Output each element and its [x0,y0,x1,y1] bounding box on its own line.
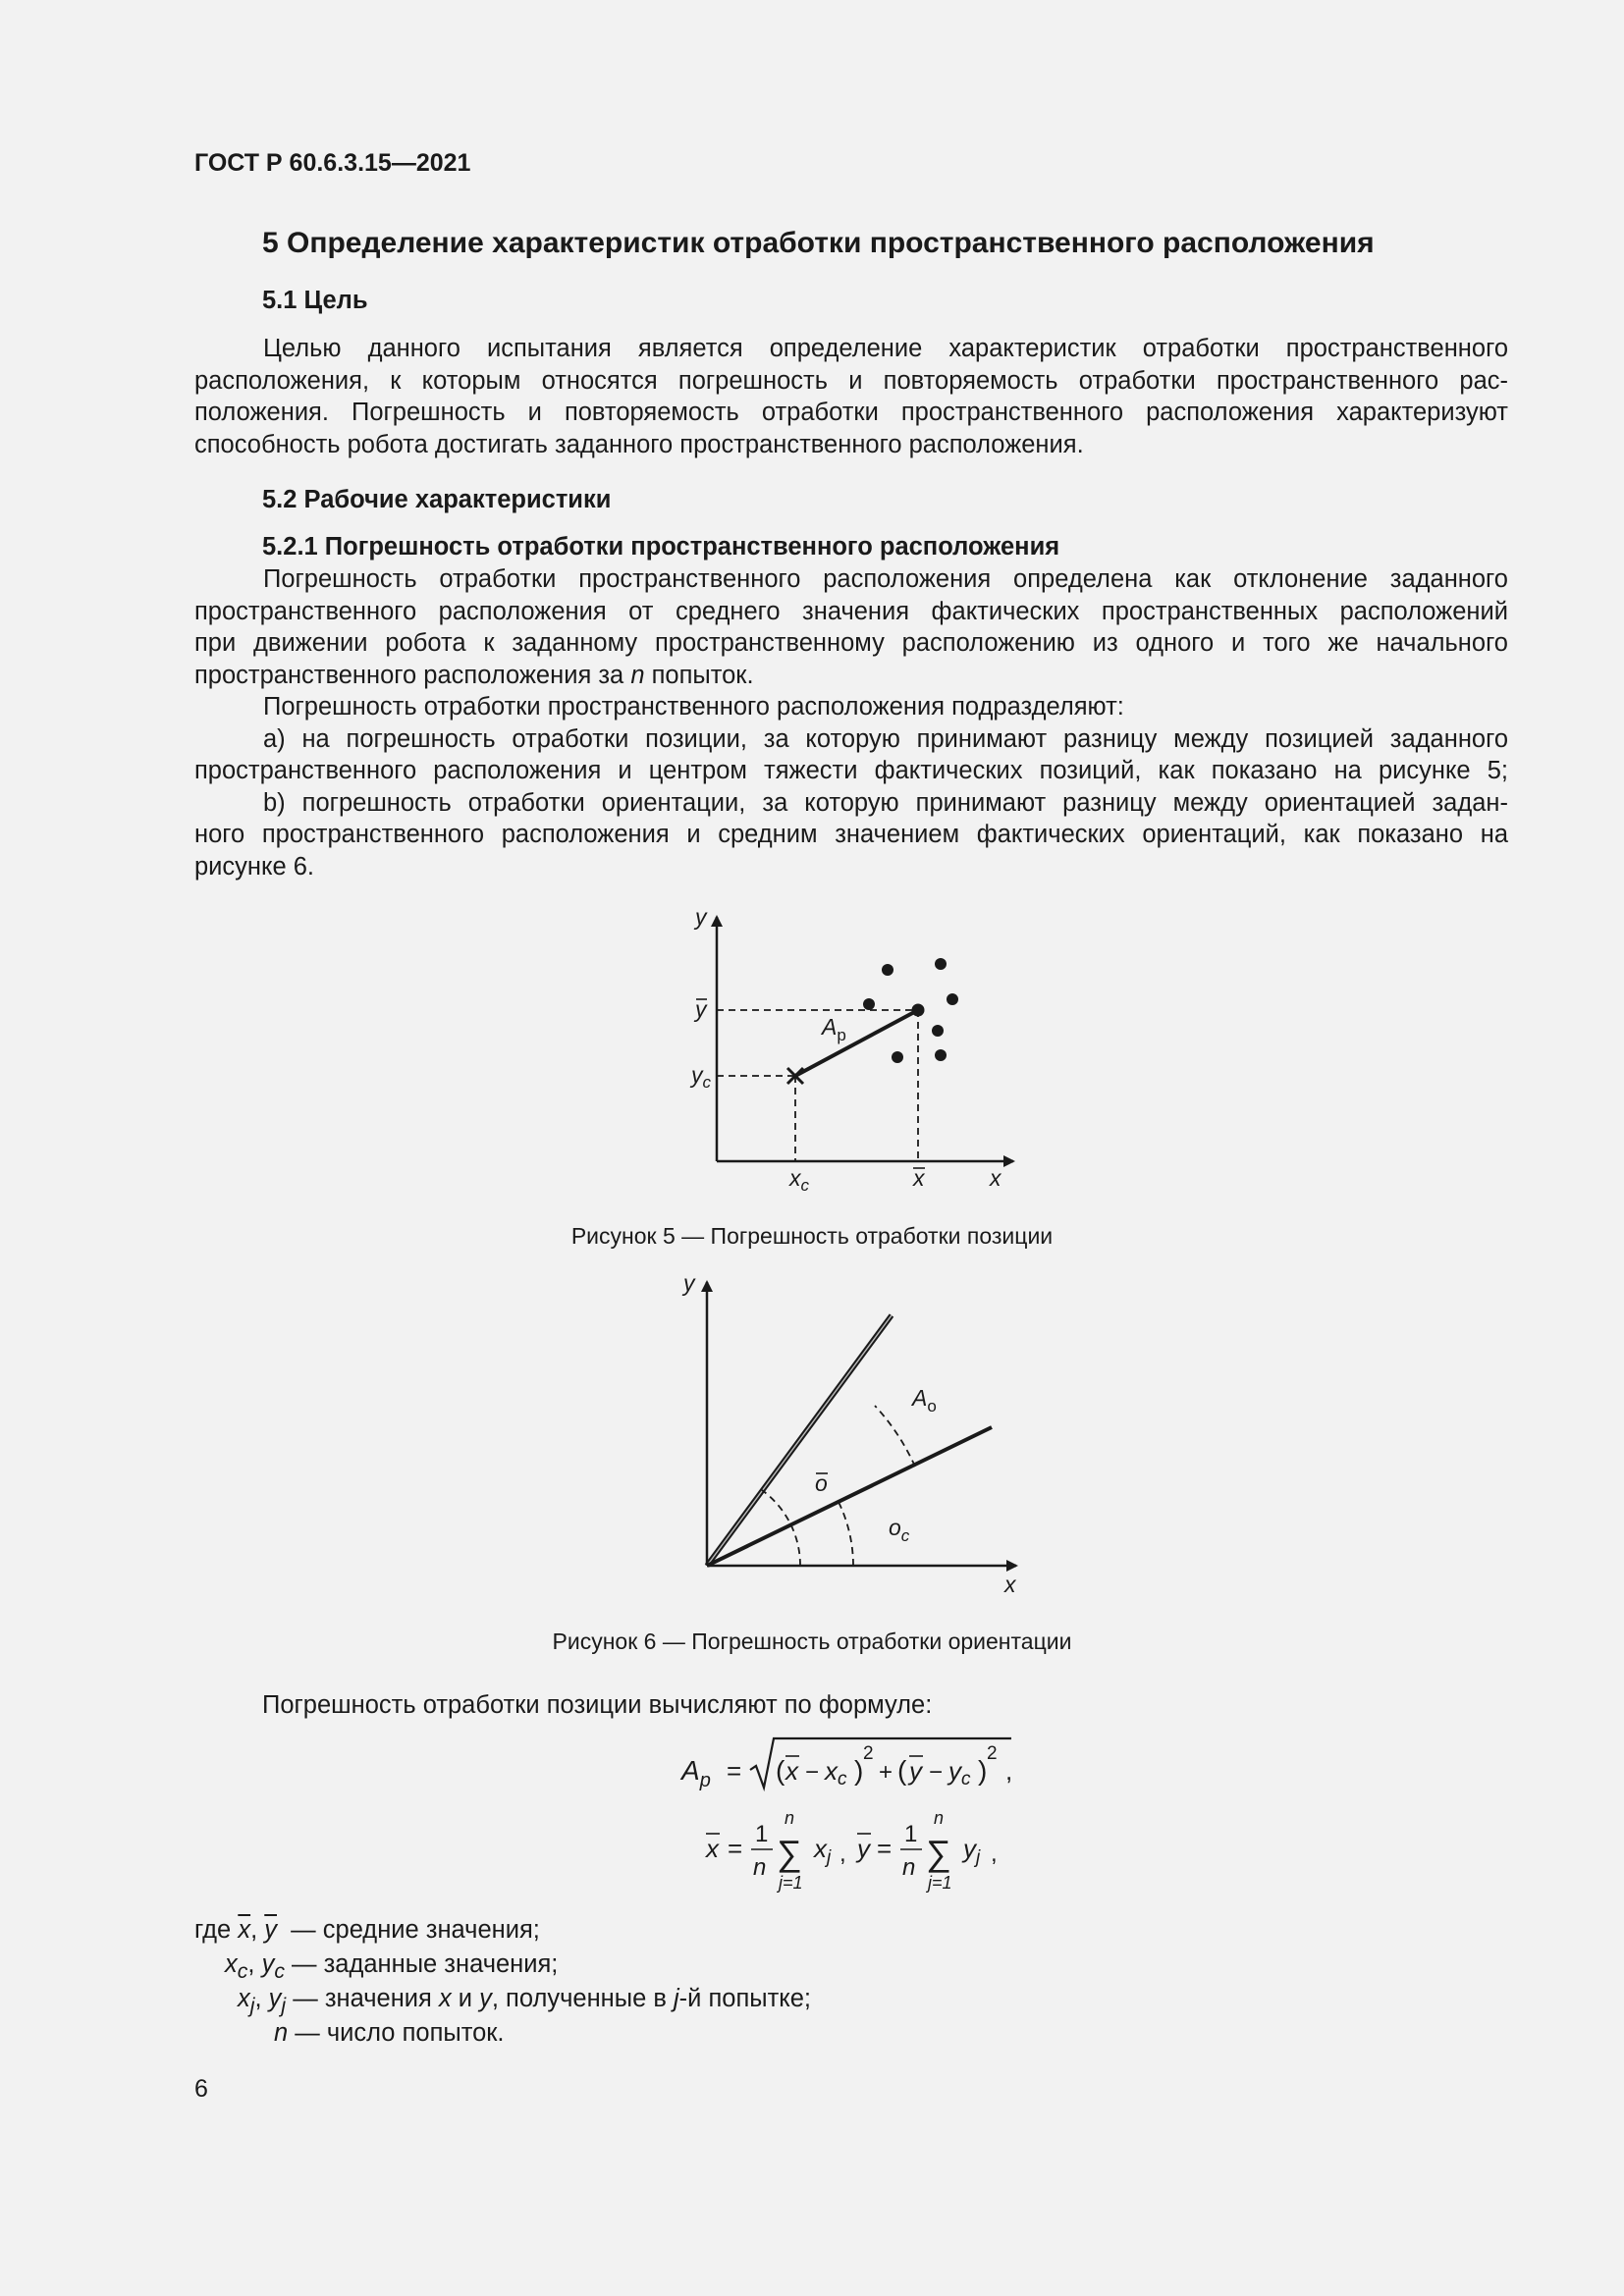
svg-text:,: , [1005,1756,1013,1786]
formula-eq: = [727,1756,742,1786]
ao-label: $A_o$ [912,1385,937,1415]
heading-5-2-1: 5.2.1 Погрешность отработки пространственного расположения [262,533,1060,561]
svg-text:∑: ∑ [777,1833,802,1873]
svg-text:(: ( [897,1755,907,1786]
figure-6-diagram [668,1268,1041,1602]
formula-means [702,1806,1016,1899]
svg-text:n: n [934,1808,945,1828]
barycenter-point [912,1004,925,1017]
svg-text:,: , [991,1841,998,1867]
svg-text:x: x [785,1756,798,1786]
o-c-label: $o_c$ [889,1515,910,1545]
fig6-x-axis-label: x [1004,1572,1016,1597]
svg-text:−: − [929,1759,944,1786]
ap-vector [795,1010,918,1076]
attained-point [932,1025,944,1037]
svg-text:1: 1 [755,1821,769,1847]
svg-text:j=1: j=1 [779,1873,803,1893]
svg-text:xj: $x_j$ [814,1834,832,1868]
svg-text:−: − [805,1759,820,1786]
page-number: 6 [194,2075,208,2103]
svg-text:): ) [854,1755,864,1786]
fig6-y-axis-label: y [683,1270,695,1296]
document-header: ГОСТ Р 60.6.3.15—2021 [194,149,471,177]
legend-row-means: где $\overline{x}$, $\overline{y}$ — средние значения; [194,1916,540,1944]
y-c-label: $y_c$ [691,1062,711,1092]
o-c-arc [838,1500,853,1566]
svg-text:x: x [706,1834,719,1863]
paragraph-5-1: Целью данного испытания является определение характеристик отработки пространственного расположения, к которым относятся погрешность и повторяемость отработки пространственного рас- положения. Погрешность и повторяемость отработки пространственного расположения характеризуют способность робота достигать заданного пространственного расположения. [194,335,1508,458]
svg-text:,: , [839,1841,846,1867]
svg-text:j=1: j=1 [928,1873,952,1893]
formula-intro: Погрешность отработки позиции вычисляют по формуле: [262,1691,933,1719]
svg-text:2: 2 [863,1743,874,1764]
attained-point [947,993,958,1005]
heading-5-2: 5.2 Рабочие характеристики [262,486,612,513]
figure-5-caption: Рисунок 5 — Погрешность отработки позиции [570,1223,1054,1249]
section-title: 5 Определение характеристик отработки пространственного расположения [262,227,1375,259]
attained-point [935,958,947,970]
svg-text:y: y [857,1834,870,1863]
svg-text:2: 2 [987,1743,998,1764]
figure-6-caption: Рисунок 6 — Погрешность отработки ориентации [552,1629,1072,1654]
svg-text:=: = [728,1834,743,1863]
commanded-orientation-line [707,1427,992,1566]
y-mean-label: y [695,996,707,1022]
attained-point [863,998,875,1010]
fig5-y-axis-label: y [695,904,707,930]
legend-row-commanded: $x_c$, $y_c$ — заданные значения; [225,1950,559,1984]
svg-text:y: y [909,1756,922,1786]
formula-ap-lhs: $A_p$ [681,1755,711,1791]
x-c-label: $x_c$ [789,1165,809,1195]
paragraph-5-2-1: Погрешность отработки пространственного расположения определена как отклонение заданного пространственного расположения от среднего значения фактических пространственных расположений при движении робота к заданному пространственному расположению из одного и того же начального пространственного расположения за n попыток. Погрешность отработки пространственного расположения подразделяют: а) на погрешность отработки позиции, за которую принимают разницу между позицией заданного пространственного расположения и центром тяжести фактических позиций, как показано на рисунке 5; b) погрешность отработки ориентации, за которую принимают разницу между ориентацией задан- ного пространственного расположения и средним значением фактических ориентаций, как показано на рисунке 6. [194,565,1508,881]
legend-row-n: n — число попыток. [274,2019,505,2047]
svg-text:n: n [902,1854,916,1881]
svg-text:yj: $y_j$ [963,1834,981,1868]
attained-point [892,1051,903,1063]
heading-5-1: 5.1 Цель [262,287,368,314]
legend-row-attempt: $x_j$, $y_j$ — значения x и y, полученные в j-й попытке; [238,1985,811,2018]
svg-text:n: n [785,1808,795,1828]
svg-text:+: + [879,1759,893,1786]
attained-point [882,964,893,976]
svg-text:yc: yc [948,1756,971,1789]
fig5-x-axis-label: x [990,1165,1001,1191]
formula-paren-1: ( [776,1755,785,1786]
svg-text:xc: xc [825,1756,847,1789]
x-mean-label: x [913,1165,925,1191]
svg-text:1: 1 [904,1821,918,1847]
svg-text:∑: ∑ [926,1833,951,1873]
figure-5-diagram [668,903,1021,1198]
ap-label: $A_p$ [822,1014,846,1044]
svg-text:n: n [753,1854,767,1881]
svg-text:=: = [877,1834,893,1863]
svg-text:): ) [978,1755,988,1786]
o-mean-label: o [815,1470,828,1496]
formula-ap [677,1733,1031,1801]
ao-arc [875,1406,915,1467]
attained-point [935,1049,947,1061]
